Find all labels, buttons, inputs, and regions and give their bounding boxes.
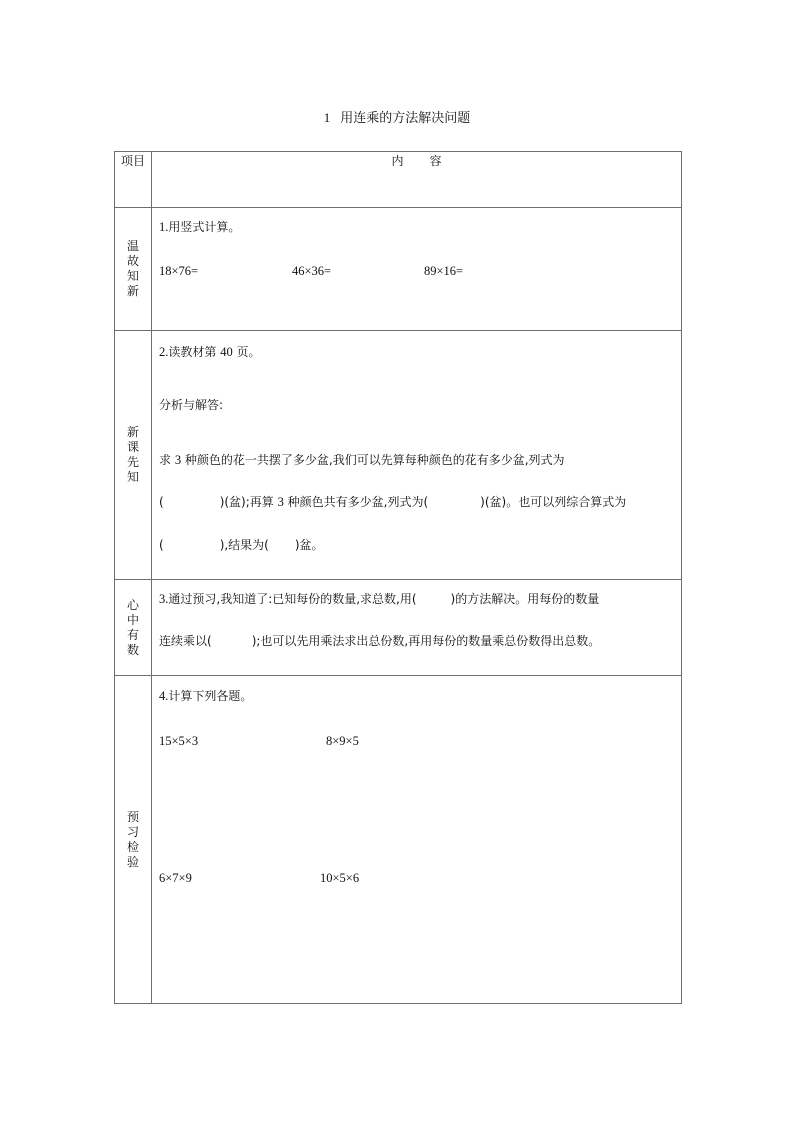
question-3-line-2: 连续乘以( );也可以先用乘法求出总份数,再用每份的数量乘总份数得出总数。 bbox=[159, 634, 601, 648]
section-newlesson bbox=[115, 331, 682, 580]
header-content-b: 容 bbox=[429, 154, 442, 168]
question-3-line-1: 3.通过预习,我知道了:已知每份的数量,求总数,用( )的方法解决。用每份的数量 bbox=[159, 592, 600, 606]
label-summary: 心中有数 bbox=[126, 597, 139, 657]
section-review bbox=[115, 208, 682, 331]
expr-4c: 6×7×9 bbox=[159, 871, 192, 885]
section-label-check bbox=[115, 676, 152, 1004]
title-number: 1 bbox=[323, 110, 331, 125]
section-label-newlesson bbox=[115, 331, 152, 580]
section-content-review bbox=[152, 208, 682, 331]
section-label-review bbox=[115, 208, 152, 331]
expr-1a: 18×76= bbox=[159, 264, 199, 278]
page-title bbox=[0, 107, 794, 126]
worksheet-table bbox=[114, 151, 682, 1004]
expr-1b: 46×36= bbox=[292, 264, 332, 278]
section-content-summary bbox=[152, 580, 682, 676]
question-2: 2.读教材第 40 页。 bbox=[159, 345, 261, 359]
header-row bbox=[115, 152, 682, 208]
label-check: 预习检验 bbox=[126, 809, 139, 869]
analysis-line-3: ( ),结果为( )盆。 bbox=[159, 538, 324, 552]
label-newlesson: 新课先知 bbox=[126, 425, 139, 484]
expr-4d: 10×5×6 bbox=[320, 871, 360, 885]
section-content-check bbox=[152, 676, 682, 1004]
section-summary bbox=[115, 580, 682, 676]
analysis-label: 分析与解答: bbox=[159, 398, 224, 412]
section-content-newlesson bbox=[152, 331, 682, 580]
expr-1c: 89×16= bbox=[424, 264, 464, 278]
expr-4a: 15×5×3 bbox=[159, 734, 199, 748]
section-label-summary bbox=[115, 580, 152, 676]
expr-4b: 8×9×5 bbox=[326, 734, 359, 748]
question-4: 4.计算下列各题。 bbox=[159, 689, 253, 703]
label-review: 温故知新 bbox=[126, 239, 139, 298]
title-text: 用连乘的方法解决问题 bbox=[340, 111, 471, 126]
analysis-line-1: 求 3 种颜色的花一共摆了多少盆,我们可以先算每种颜色的花有多少盆,列式为 bbox=[159, 453, 565, 467]
header-content bbox=[152, 152, 682, 208]
analysis-line-2: ( )(盆);再算 3 种颜色共有多少盆,列式为( )(盆)。也可以列综合算式为 bbox=[159, 495, 627, 509]
header-item: 项目 bbox=[115, 152, 152, 208]
header-content-a: 内 bbox=[391, 154, 404, 168]
question-1: 1.用竖式计算。 bbox=[159, 220, 241, 234]
section-check bbox=[115, 676, 682, 1004]
